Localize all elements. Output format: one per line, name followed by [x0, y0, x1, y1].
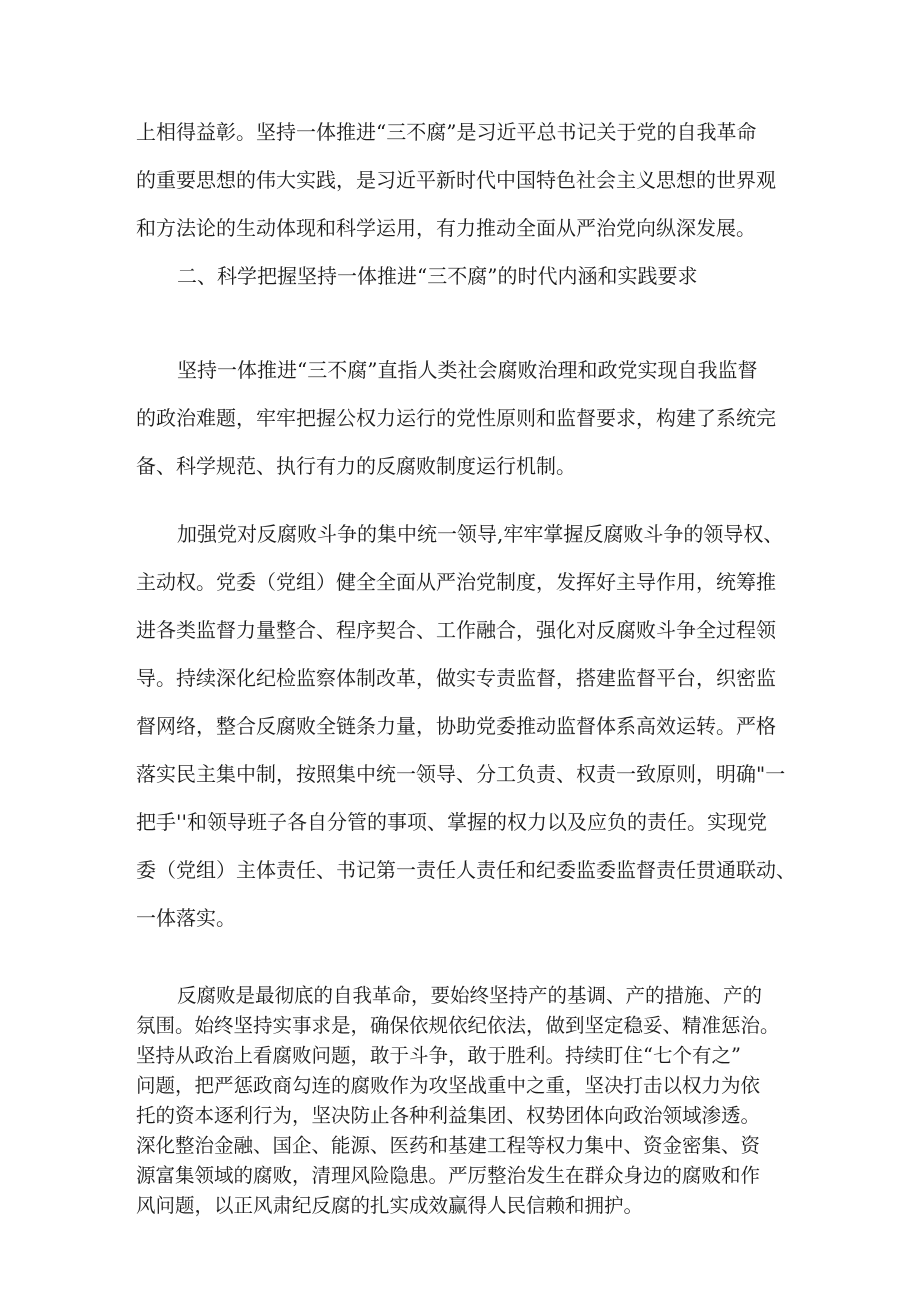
paragraph-line: 加强党对反腐败斗争的集中统一领导,牢牢掌握反腐败斗争的领导权、 — [177, 522, 784, 546]
paragraph-line: 导。持续深化纪检监察体制改革，做实专责监督，搭建监督平台，织密监 — [136, 666, 776, 690]
paragraph-line: 坚持从政治上看腐败问题，敢于斗争，敢于胜利。持续盯住“七个有之” — [136, 1044, 741, 1067]
paragraph-line: 落实民主集中制，按照集中统一领导、分工负责、权责一致原则，明确"一 — [136, 762, 786, 786]
paragraph-line: 坚持一体推进“三不腐”直指人类社会腐败治理和政党实现自我监督 — [177, 358, 758, 382]
paragraph-line: 氛围。始终坚持实事求是，确保依规依纪依法，做到坚定稳妥、精准惩治。 — [136, 1014, 780, 1037]
paragraph-line: 源富集领域的腐败，清理风险隐患。严厉整治发生在群众身边的腐败和作 — [136, 1164, 761, 1187]
section-heading: 二、科学把握坚持一体推进“三不腐”的时代内涵和实践要求 — [177, 264, 698, 288]
paragraph-line: 问题，把严惩政商勾连的腐败作为攻坚战重中之重，坚决打击以权力为依 — [136, 1074, 761, 1097]
paragraph-line: 上相得益彰。坚持一体推进“三不腐”是习近平总书记关于党的自我革命 — [136, 120, 757, 144]
paragraph-line: 风问题，以正风肃纪反腐的扎实成效赢得人民信赖和拥护。 — [136, 1194, 644, 1217]
paragraph-line: 备、科学规范、执行有力的反腐败制度运行机制。 — [136, 454, 576, 478]
paragraph-line: 的政治难题，牢牢把握公权力运行的党性原则和监督要求，构建了系统完 — [136, 406, 776, 430]
paragraph-line: 的重要思想的伟大实践，是习近平新时代中国特色社会主义思想的世界观 — [136, 168, 776, 192]
paragraph-line: 督网络，整合反腐败全链条力量，协助党委推动监督体系高效运转。严格 — [136, 714, 776, 738]
paragraph-line: 一体落实。 — [136, 906, 236, 930]
paragraph-line: 托的资本逐利行为，坚决防止各种利益集团、权势团体向政治领域渗透。 — [136, 1104, 761, 1127]
paragraph-line: 把手''和领导班子各自分管的事项、掌握的权力以及应负的责任。实现党 — [136, 810, 767, 834]
paragraph-line: 反腐败是最彻底的自我革命，要始终坚持产的基调、产的措施、产的 — [177, 984, 763, 1007]
paragraph-line: 委（党组）主体责任、书记第一责任人责任和纪委监委监督责任贯通联动、 — [136, 858, 796, 882]
paragraph-line: 进各类监督力量整合、程序契合、工作融合，强化对反腐败斗争全过程领 — [136, 618, 776, 642]
paragraph-line: 主动权。党委（党组）健全全面从严治党制度，发挥好主导作用，统筹推 — [136, 570, 776, 594]
paragraph-line: 和方法论的生动体现和科学运用，有力推动全面从严治党向纵深发展。 — [136, 216, 756, 240]
paragraph-line: 深化整治金融、国企、能源、医药和基建工程等权力集中、资金密集、资 — [136, 1134, 761, 1157]
